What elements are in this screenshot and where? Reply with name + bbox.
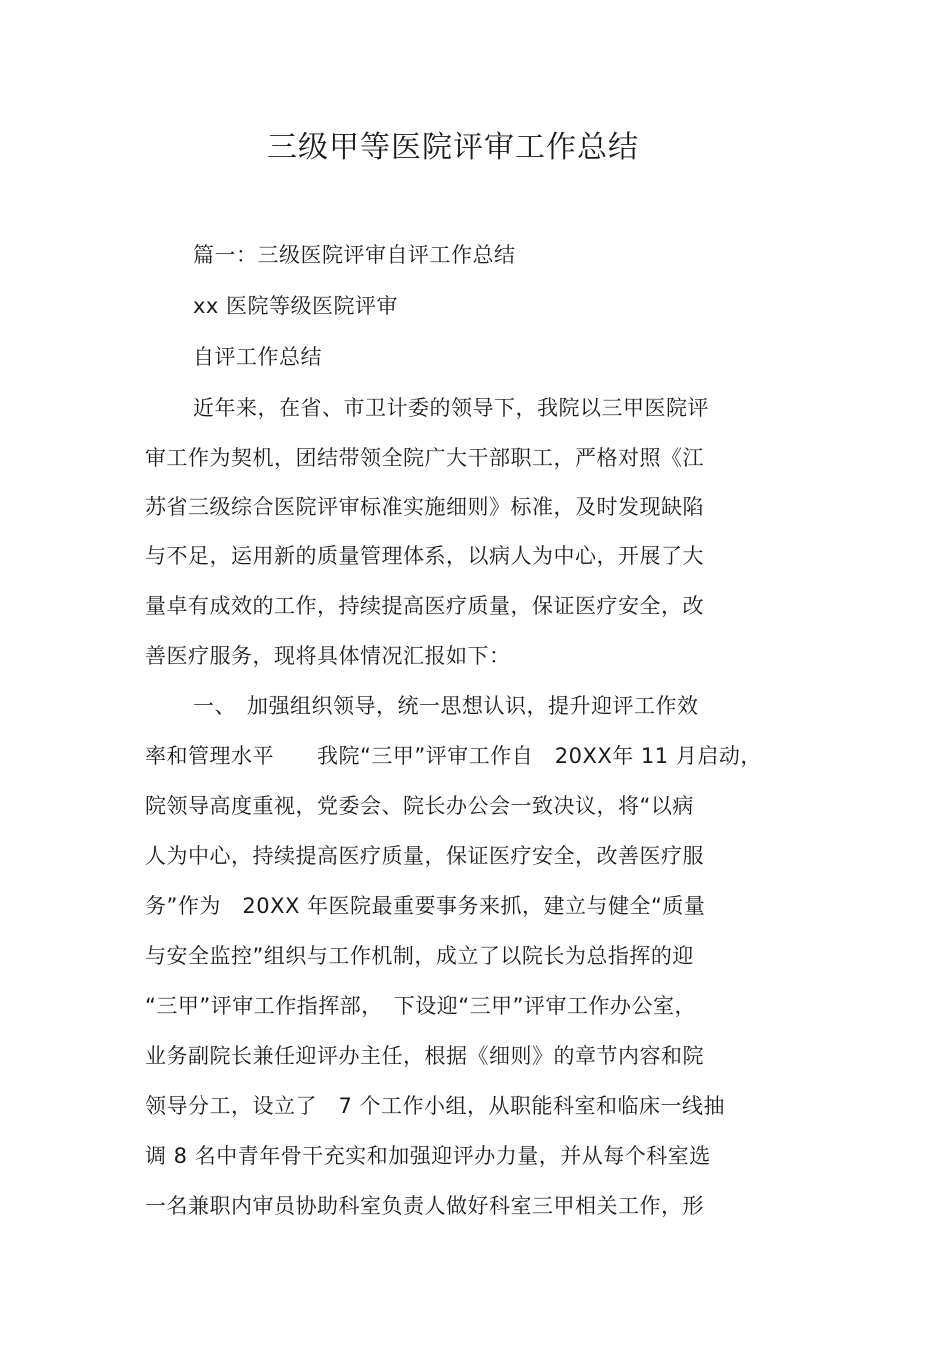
document-title: 三级甲等医院评审工作总结 [267, 130, 639, 165]
text-line-13: 人为中心，持续提高医疗质量，保证医疗安全，改善医疗服 [145, 844, 704, 868]
text-line-15: 与安全监控”组织与工作机制，成立了以院长为总指挥的迎 [145, 944, 694, 968]
text-line-8: 量卓有成效的工作，持续提高医疗质量，保证医疗安全，改 [145, 594, 704, 618]
text-line-19: 调 8 名中青年骨干充实和加强迎评办力量，并从每个科室选 [145, 1144, 711, 1168]
text-line-10: 一、 加强组织领导，统一思想认识，提升迎评工作效 [193, 694, 699, 718]
text-line-9: 善医疗服务，现将具体情况汇报如下： [145, 644, 511, 668]
text-line-11: 率和管理水平 我院“三甲”评审工作自 20XX年 11 月启动， [145, 744, 762, 768]
text-line-5: 审工作为契机，团结带领全院广大干部职工，严格对照《江 [145, 446, 704, 470]
text-line-14: 务”作为 20XX 年医院最重要事务来抓，建立与健全“质量 [145, 894, 706, 918]
text-line-16: “三甲”评审工作指挥部， 下设迎“三甲”评审工作办公室， [145, 994, 697, 1018]
text-line-6: 苏省三级综合医院评审标准实施细则》标准，及时发现缺陷 [145, 495, 704, 519]
text-line-20: 一名兼职内审员协助科室负责人做好科室三甲相关工作，形 [145, 1194, 704, 1218]
text-line-4: 近年来，在省、市卫计委的领导下，我院以三甲医院评 [193, 396, 709, 420]
text-line-17: 业务副院长兼任迎评办主任，根据《细则》的章节内容和院 [145, 1044, 704, 1068]
text-line-18: 领导分工，设立了 7 个工作小组，从职能科室和临床一线抽 [145, 1094, 726, 1118]
text-line-1: 篇一：三级医院评审自评工作总结 [193, 243, 516, 267]
text-line-7: 与不足，运用新的质量管理体系，以病人为中心，开展了大 [145, 544, 704, 568]
text-line-2: xx 医院等级医院评审 [193, 294, 399, 318]
text-line-3: 自评工作总结 [193, 345, 322, 369]
text-line-12: 院领导高度重视，党委会、院长办公会一致决议，将“以病 [145, 794, 694, 818]
